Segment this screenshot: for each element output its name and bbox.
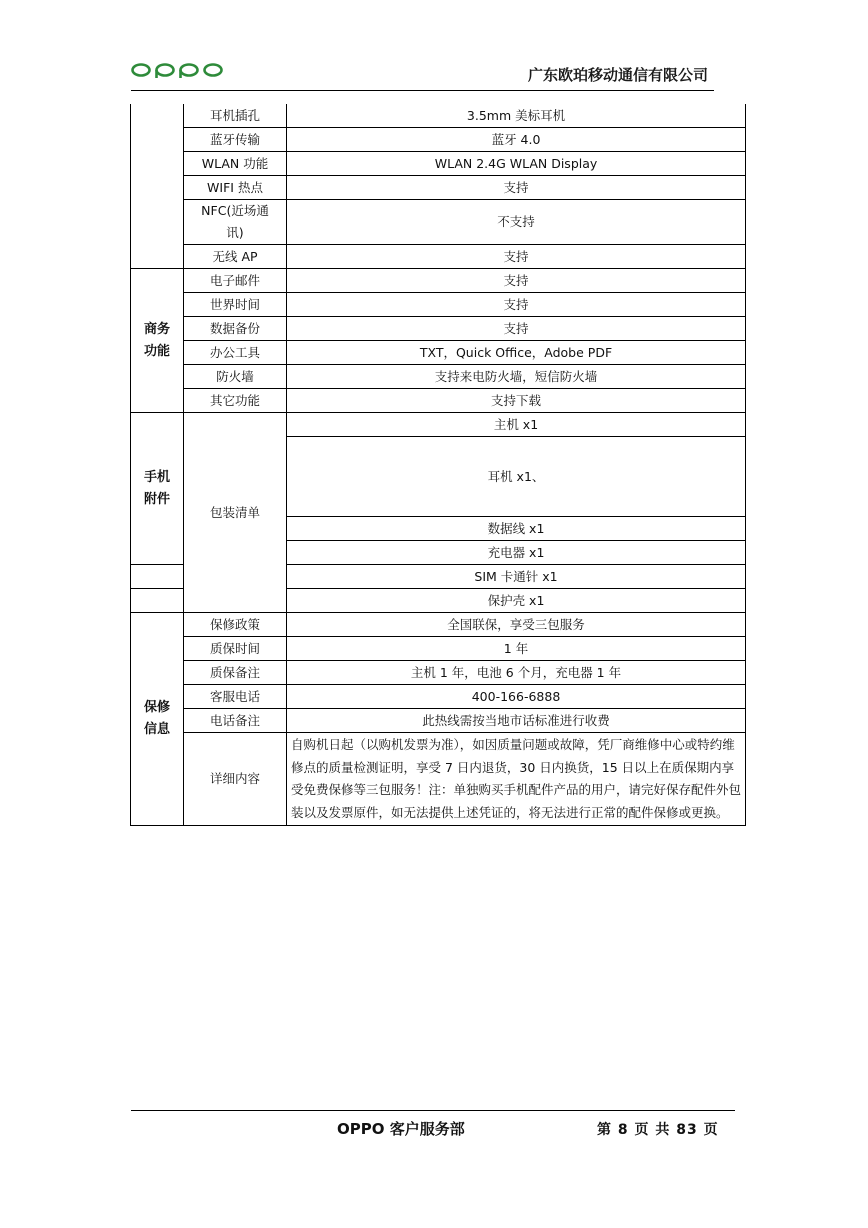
value-cell: 此热线需按当地市话标准进行收费 — [287, 709, 746, 733]
table-row — [131, 685, 746, 709]
table-row — [131, 661, 746, 685]
table-row — [131, 365, 746, 389]
spec-table — [130, 104, 746, 826]
table-row — [131, 389, 746, 413]
table-row — [131, 317, 746, 341]
value-cell: 全国联保，享受三包服务 — [287, 613, 746, 637]
table-row — [131, 293, 746, 317]
value-cell: 支持下载 — [287, 389, 746, 413]
footer-page-number: 第 8 页 共 83 页 — [597, 1122, 719, 1138]
value-cell: 不支持 — [287, 200, 746, 245]
table-row — [131, 104, 746, 128]
empty-category-cell — [131, 589, 184, 613]
item-cell: WLAN 功能 — [184, 152, 287, 176]
table-row — [131, 128, 746, 152]
category-cell-continued — [131, 104, 184, 269]
footer-department: OPPO 客户服务部 — [337, 1120, 465, 1138]
item-cell: 世界时间 — [184, 293, 287, 317]
value-cell: 数据线 x1 — [287, 517, 746, 541]
item-cell: 办公工具 — [184, 341, 287, 365]
footer-divider — [131, 1110, 735, 1111]
detail-content-cell: 自购机日起（以购机发票为准），如因质量问题或故障，凭厂商维修中心或特约维修点的质量检测证明，享受 7 日内退货，30 日内换货，15 日以上在质保期内享受免费保修等三包服务！注：单独购买手机配件产品的用户，请完好保存配件外包装以及发票原件，如无法提供上述凭证的，将无法进行正常的配件保修或更换。 — [287, 733, 746, 826]
item-cell: 质保时间 — [184, 637, 287, 661]
table-row — [131, 245, 746, 269]
value-cell: 充电器 x1 — [287, 541, 746, 565]
value-cell: 耳机 x1、 — [287, 437, 746, 517]
value-cell: SIM 卡通针 x1 — [287, 565, 746, 589]
table-row — [131, 637, 746, 661]
table-row — [131, 341, 746, 365]
empty-category-cell — [131, 565, 184, 589]
value-cell: 保护壳 x1 — [287, 589, 746, 613]
category-accessories: 手机附件 — [131, 413, 184, 565]
value-cell: 400-166-6888 — [287, 685, 746, 709]
value-cell: 主机 x1 — [287, 413, 746, 437]
value-cell: 3.5mm 美标耳机 — [287, 104, 746, 128]
item-cell: 质保备注 — [184, 661, 287, 685]
item-cell: WIFI 热点 — [184, 176, 287, 200]
item-cell: 防火墙 — [184, 365, 287, 389]
header-divider — [131, 90, 714, 91]
item-cell: 客服电话 — [184, 685, 287, 709]
item-cell: 保修政策 — [184, 613, 287, 637]
item-cell-package-list: 包装清单 — [184, 413, 287, 613]
item-cell: 数据备份 — [184, 317, 287, 341]
table-row — [131, 733, 746, 826]
table-row — [131, 176, 746, 200]
table-row — [131, 709, 746, 733]
item-cell: 详细内容 — [184, 733, 287, 826]
item-cell: 耳机插孔 — [184, 104, 287, 128]
item-cell: 无线 AP — [184, 245, 287, 269]
table-row — [131, 269, 746, 293]
value-cell: TXT，Quick Office，Adobe PDF — [287, 341, 746, 365]
table-row — [131, 152, 746, 176]
table-row — [131, 200, 746, 245]
value-cell: 支持 — [287, 245, 746, 269]
category-business: 商务功能 — [131, 269, 184, 413]
category-warranty: 保修信息 — [131, 613, 184, 826]
value-cell: 支持来电防火墙，短信防火墙 — [287, 365, 746, 389]
item-cell: 其它功能 — [184, 389, 287, 413]
value-cell: 支持 — [287, 176, 746, 200]
value-cell: 主机 1 年，电池 6 个月，充电器 1 年 — [287, 661, 746, 685]
item-cell: 蓝牙传输 — [184, 128, 287, 152]
value-cell: WLAN 2.4G WLAN Display — [287, 152, 746, 176]
company-name: 广东欧珀移动通信有限公司 — [527, 66, 708, 84]
item-cell: 电话备注 — [184, 709, 287, 733]
value-cell: 支持 — [287, 269, 746, 293]
oppo-logo — [131, 62, 223, 78]
value-cell: 支持 — [287, 293, 746, 317]
item-cell: 电子邮件 — [184, 269, 287, 293]
value-cell: 1 年 — [287, 637, 746, 661]
value-cell: 支持 — [287, 317, 746, 341]
item-cell: NFC(近场通讯) — [184, 200, 287, 245]
table-row — [131, 613, 746, 637]
value-cell: 蓝牙 4.0 — [287, 128, 746, 152]
table-row — [131, 413, 746, 437]
